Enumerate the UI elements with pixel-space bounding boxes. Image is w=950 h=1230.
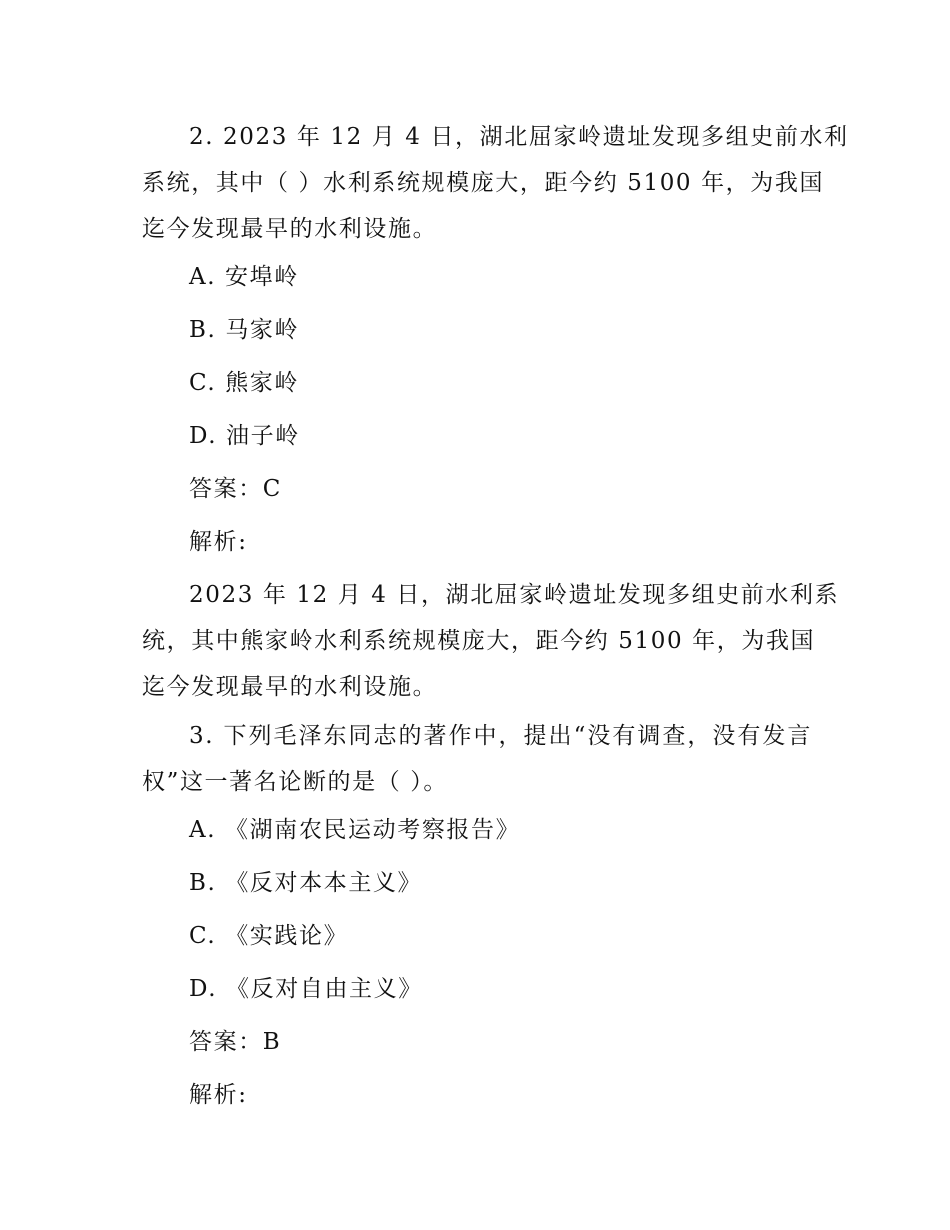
q3-option-a: A. 《湖南农民运动考察报告》 <box>189 817 521 843</box>
q2-option-c: C. 熊家岭 <box>189 370 300 396</box>
q2-analysis-line-1: 2023 年 12 月 4 日，湖北屈家岭遗址发现多组史前水利系 <box>189 582 840 608</box>
q2-option-a: A. 安埠岭 <box>189 264 299 290</box>
q2-option-b: B. 马家岭 <box>189 317 300 343</box>
q3-analysis-label: 解析: <box>189 1082 248 1108</box>
q2-stem-line-1: 2. 2023 年 12 月 4 日，湖北屈家岭遗址发现多组史前水利 <box>189 124 849 150</box>
q3-stem-line-2: 权”这一著名论断的是（ ）。 <box>142 769 448 795</box>
q2-option-d: D. 油子岭 <box>189 423 300 449</box>
q2-stem-line-3: 迄今发现最早的水利设施。 <box>142 216 438 242</box>
q2-answer: 答案：C <box>189 476 282 502</box>
q3-option-d: D. 《反对自由主义》 <box>189 976 423 1002</box>
q3-stem-line-1: 3. 下列毛泽东同志的著作中，提出“没有调查，没有发言 <box>189 723 812 749</box>
q3-option-c: C. 《实践论》 <box>189 923 349 949</box>
q3-option-b: B. 《反对本本主义》 <box>189 870 423 896</box>
q2-stem-line-2: 系统，其中（ ）水利系统规模庞大，距今约 5100 年，为我国 <box>142 170 825 196</box>
q2-analysis-line-2: 统，其中熊家岭水利系统规模庞大，距今约 5100 年，为我国 <box>142 628 816 654</box>
q3-answer: 答案：B <box>189 1029 282 1055</box>
q2-analysis-line-3: 迄今发现最早的水利设施。 <box>142 674 438 700</box>
q2-analysis-label: 解析: <box>189 529 248 555</box>
